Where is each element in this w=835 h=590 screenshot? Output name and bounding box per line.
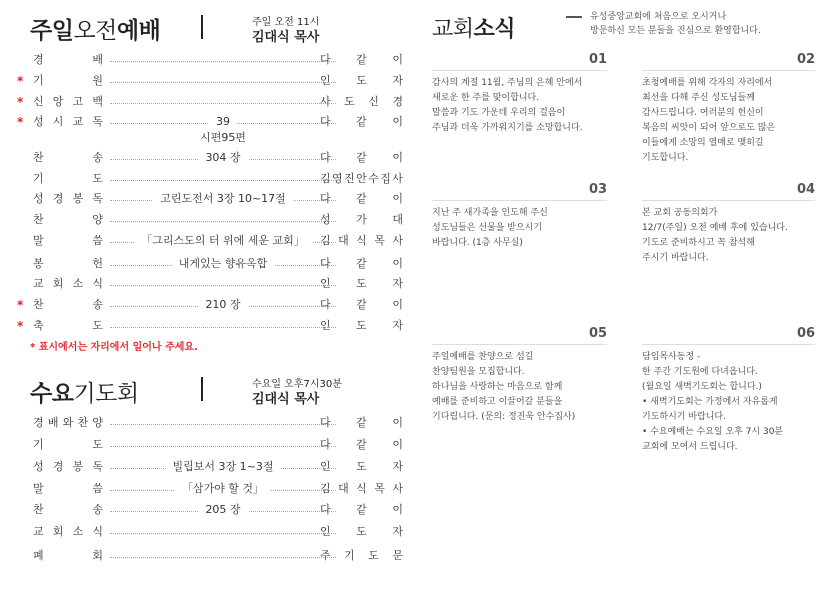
- order-row: [28, 459, 403, 475]
- order-item-label: 성 시 교 독: [33, 115, 103, 128]
- order-item-label: 신 앙 고 백: [33, 95, 103, 108]
- order-item-label: 축 도: [33, 319, 103, 332]
- dotted-leader: [110, 327, 336, 328]
- stand-marker: *: [17, 115, 24, 129]
- dotted-leader: [110, 446, 336, 447]
- news-item-body: 담임목사동정 - 한 주간 기도원에 다녀옵니다. (월요일 새벽기도회는 합니다.) • 새벽기도회는 가정에서 자유롭게 기도하시기 바랍니다. • 수요예배는 수요일 오후 7시 30분 교회에 모여서 드립니다.: [642, 352, 784, 452]
- dotted-leader: [110, 221, 336, 222]
- dotted-leader: [110, 424, 336, 425]
- news-title: 교회소식: [432, 17, 516, 42]
- news-item-body: 주일예배를 찬양으로 섬길 찬양팀원을 모집합니다. 하나님을 사랑하는 마음으로 함께 예배를 준비하고 이끌어갈 분들을 기다립니다. (문의: 정진욱 안수집사): [432, 352, 576, 422]
- order-item-detail: 304 장: [110, 150, 336, 166]
- order-item-label: 기 도: [33, 438, 103, 451]
- news-item-rule: [642, 344, 815, 345]
- order-row: [28, 52, 403, 68]
- order-item-leader: 사 도 신 경: [320, 95, 403, 108]
- order-row: [17, 297, 403, 313]
- order-row: [28, 150, 403, 166]
- order-item-detail: 내게있는 향유옥합: [110, 256, 336, 272]
- stand-marker: *: [17, 298, 24, 312]
- order-item-label: 봉 헌: [33, 257, 103, 270]
- order-item-leader: 다 같 이: [320, 298, 403, 311]
- sunday-pastor: 김대식 목사: [252, 30, 320, 45]
- dotted-leader: [110, 557, 336, 558]
- dotted-leader: [110, 103, 336, 104]
- wednesday-pastor: 김대식 목사: [252, 392, 320, 407]
- stand-marker: *: [17, 319, 24, 333]
- order-item-label: 찬 송: [33, 151, 103, 164]
- news-item-rule: [642, 200, 815, 201]
- order-row: [28, 502, 403, 518]
- news-item-body: 지난 주 새가족을 인도해 주신 성도님들은 선물을 받으시기 바랍니다. (1층 사무실): [432, 208, 548, 248]
- order-item-leader: 다 같 이: [320, 503, 403, 516]
- stand-marker: *: [17, 95, 24, 109]
- order-row: [28, 415, 403, 431]
- order-item-label: 찬 송: [33, 298, 103, 311]
- standing-note: * 표시에서는 자리에서 일어나 주세요.: [30, 342, 198, 353]
- order-item-detail: 빌립보서 3장 1~3절: [110, 459, 336, 475]
- order-item-label: 성 경 봉 독: [33, 192, 103, 205]
- order-item-leader: 김 대 식 목 사: [320, 482, 403, 495]
- order-item-label: 성 경 봉 독: [33, 460, 103, 473]
- order-item-leader: 다 같 이: [320, 151, 403, 164]
- news-item-number: 02: [797, 52, 816, 67]
- order-row: [28, 171, 403, 187]
- order-item-detail: 210 장: [110, 297, 336, 313]
- news-item-number: 04: [797, 182, 816, 197]
- news-item-rule: [432, 70, 607, 71]
- order-item-label: 말 씀: [33, 482, 103, 495]
- order-item-leader: 주 기 도 문: [320, 549, 403, 562]
- intro-dash: [566, 16, 582, 18]
- sunday-service-time: 주일 오전 11시: [252, 17, 320, 28]
- order-row: [28, 481, 403, 497]
- order-row: [17, 114, 403, 130]
- order-item-label: 찬 송: [33, 503, 103, 516]
- sunday-service-title: 주일오전예배: [30, 18, 161, 44]
- dotted-leader: [110, 285, 336, 286]
- order-item-label: 폐 회: [33, 549, 103, 562]
- order-item-detail: 39: [110, 114, 336, 130]
- order-item-detail: 「그리스도의 터 위에 세운 교회」: [110, 233, 336, 249]
- order-row: [28, 276, 403, 292]
- news-item-number: 05: [589, 326, 608, 341]
- order-item-label: 경 배 와 찬 양: [33, 416, 103, 429]
- news-item-body: 초청예배를 위해 각자의 자리에서 최선을 다해 주신 성도님들께 감사드립니다. 여러분의 헌신이 복음의 씨앗이 되어 앞으로도 많은 이들에게 소망의 열매로 맺히길 기도합니다.: [642, 78, 776, 163]
- dotted-leader: [110, 180, 336, 181]
- news-item-rule: [432, 200, 607, 201]
- order-item-detail: 205 장: [110, 502, 336, 518]
- order-row: [28, 256, 403, 272]
- order-item-leader: 성 가 대: [320, 213, 403, 226]
- order-row: [17, 318, 403, 334]
- order-row: [28, 233, 403, 249]
- order-item-label: 말 씀: [33, 234, 103, 247]
- order-item-leader: 인 도 자: [320, 525, 403, 538]
- order-item-leader: 다 같 이: [320, 192, 403, 205]
- news-item-number: 01: [589, 52, 608, 67]
- order-item-detail: 고린도전서 3장 10~17절: [110, 191, 336, 207]
- order-row: [28, 191, 403, 207]
- order-item-leader: 다 같 이: [320, 438, 403, 451]
- news-item-body: 감사의 계절 11월, 주님의 은혜 안에서 새로운 한 주를 맞이합니다. 말씀과 기도 가운데 우리의 걸음이 주님과 더욱 가까워지기를 소망합니다.: [432, 78, 583, 133]
- order-row: [17, 94, 403, 110]
- order-item-leader: 다 같 이: [320, 115, 403, 128]
- order-item-detail: 「삼가야 할 것」: [110, 481, 336, 497]
- order-item-leader: 김 영 진 안 수 집 사: [320, 172, 403, 185]
- title-divider: [201, 377, 203, 401]
- news-item-rule: [642, 70, 815, 71]
- dotted-leader: [110, 533, 336, 534]
- news-intro: 유성중앙교회에 처음으로 오시거나 방문하신 모든 분들을 진심으로 환영합니다.: [590, 12, 761, 36]
- order-item-leader: 다 같 이: [320, 257, 403, 270]
- order-row: [28, 548, 403, 564]
- order-item-leader: 인 도 자: [320, 74, 403, 87]
- order-item-leader: 다 같 이: [320, 53, 403, 66]
- dotted-leader: [110, 82, 336, 83]
- order-item-leader: 인 도 자: [320, 319, 403, 332]
- news-item-rule: [432, 344, 607, 345]
- order-item-label: 경 배: [33, 53, 103, 66]
- order-item-label: 기 도: [33, 172, 103, 185]
- order-item-label: 찬 양: [33, 213, 103, 226]
- order-item-leader: 인 도 자: [320, 277, 403, 290]
- order-row: [28, 437, 403, 453]
- order-item-label: 기 원: [33, 74, 103, 87]
- wednesday-service-time: 수요일 오후7시30분: [252, 379, 342, 390]
- stand-marker: *: [17, 74, 24, 88]
- news-item-number: 03: [589, 182, 608, 197]
- psalm-subtitle: 시편95편: [200, 131, 246, 144]
- title-divider: [201, 15, 203, 39]
- wednesday-service-title: 수요기도회: [30, 381, 139, 407]
- order-item-label: 교 회 소 식: [33, 525, 103, 538]
- order-item-label: 교 회 소 식: [33, 277, 103, 290]
- order-row: [17, 73, 403, 89]
- order-item-leader: 다 같 이: [320, 416, 403, 429]
- news-item-number: 06: [797, 326, 816, 341]
- news-item-body: 본 교회 공동의회가 12/7(주일) 오전 예배 후에 있습니다. 기도로 준비하시고 꼭 참석해 주시기 바랍니다.: [642, 208, 788, 263]
- order-item-leader: 인 도 자: [320, 460, 403, 473]
- order-row: [28, 212, 403, 228]
- order-item-leader: 김 대 식 목 사: [320, 234, 403, 247]
- order-row: [28, 524, 403, 540]
- dotted-leader: [110, 61, 336, 62]
